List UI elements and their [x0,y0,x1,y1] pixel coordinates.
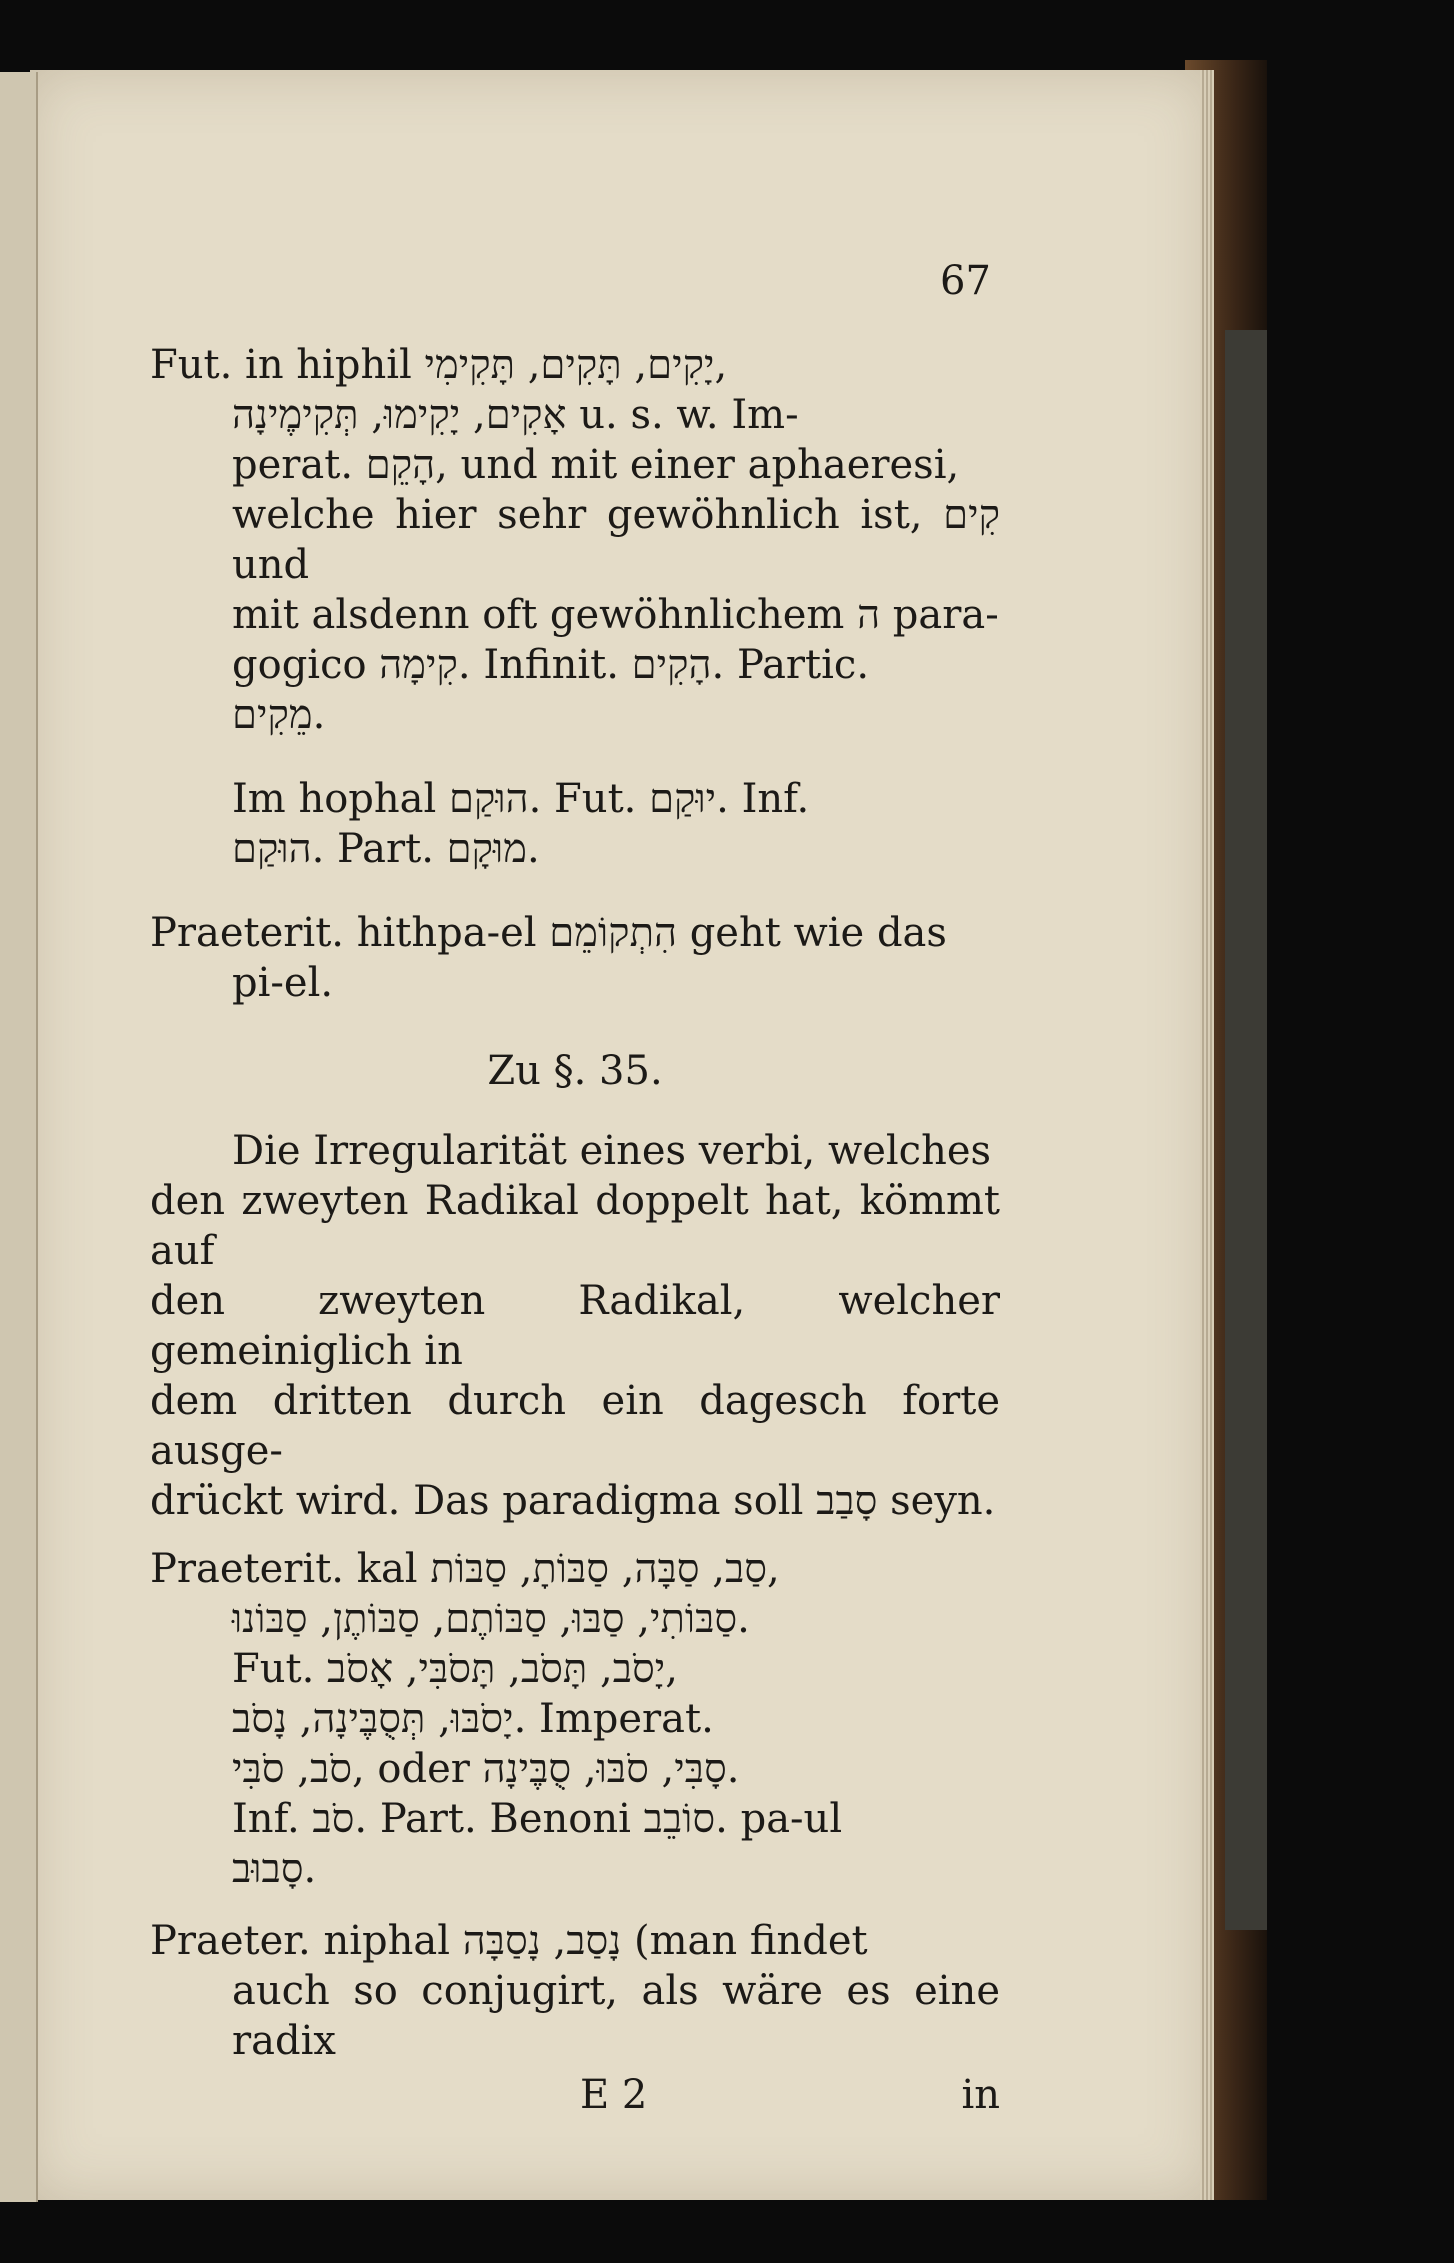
text-line: perat. הָקֵם, und mit einer aphaeresi, [232,442,960,488]
text-line: den zweyten Radikal, welcher gemeiniglich in [150,1278,1000,1374]
text-line: auch so conjugirt, als wäre es eine radix [232,1968,1000,2064]
text-line: Praeter. niphal נָסַב, נָסַבָּה (man findet [150,1918,868,1964]
text-line: מֵקִים. [232,692,326,738]
section-heading: Zu §. 35. [487,1048,663,1094]
text-line: den zweyten Radikal doppelt hat, kömmt auf [150,1178,1000,1274]
facing-page-edge [0,72,38,2202]
signature-mark: E 2 [580,2072,648,2118]
text-line: dem dritten durch ein dagesch forte ausge- [150,1378,1000,1474]
text-line: Im hophal הוּקַם. Fut. יוּקַם. Inf. [232,776,810,822]
text-line: הוּקַם. Part. מוּקָם. [232,826,540,872]
page-stack-edges [1200,70,1214,2200]
text-line: Inf. סֹב. Part. Benoni סוֹבֵב. pa-ul [232,1796,843,1842]
book-cover-band [1225,330,1267,1930]
text-line: Fut. יָסֹב, תָּסֹב, תָּסֹבִּי, אָסֹב, [232,1646,678,1692]
text-line: pi-el. [232,960,334,1006]
catchword: in [961,2072,1000,2118]
page-footer [150,2070,1000,2120]
text-line: welche hier sehr gewöhnlich ist, קִים und [232,492,1000,588]
text-line: יָסֹבּוּ, תְּסֻבֶּינָה, נָסֹב. Imperat. [232,1696,714,1742]
page-number: 67 [940,258,991,304]
text-line: Fut. in hiphil יָקִים, תָּקִים, תָּקִימִי, [150,342,728,388]
paragraph-kal [150,1544,1000,1894]
text-line: Die Irregularität eines verbi, welches [232,1128,992,1174]
text-line: gogico קִימָה. Infinit. הָקִים. Partic. [232,642,870,688]
text-line: סָבוּב. [232,1846,317,1892]
paragraph-hophal [150,774,1000,874]
text-line: mit alsdenn oft gewöhnlichem ה para- [232,592,999,638]
text-line: סַבּוֹתִי, סַבּוּ, סַבּוֹתֶם, סַבּוֹתֶן, סַבּוֹנוּ. [232,1596,750,1642]
text-line: Praeterit. kal סַב, סַבָּה, סַבּוֹתָ, סַבּוֹת, [150,1546,780,1592]
paragraph-hithpael [150,908,1000,1008]
text-line: drückt wird. Das paradigma soll סָבַב seyn. [150,1478,996,1524]
paragraph-hiphil [150,340,1000,740]
page-text [150,260,1000,2120]
paragraph-irregularity [150,1126,1000,1526]
paragraph-niphal [150,1916,1000,2066]
text-line: Praeterit. hithpa-el הִתְקוֹמֵם geht wie das [150,910,947,956]
text-line: סֹב, סֹבִּי, oder סָבִּי, סֹבּוּ, סֻבֶּינָה. [232,1746,740,1792]
text-line: אָקִים, יָקִימוּ, תְּקִימֶינָה u. s. w. Im- [232,392,799,438]
